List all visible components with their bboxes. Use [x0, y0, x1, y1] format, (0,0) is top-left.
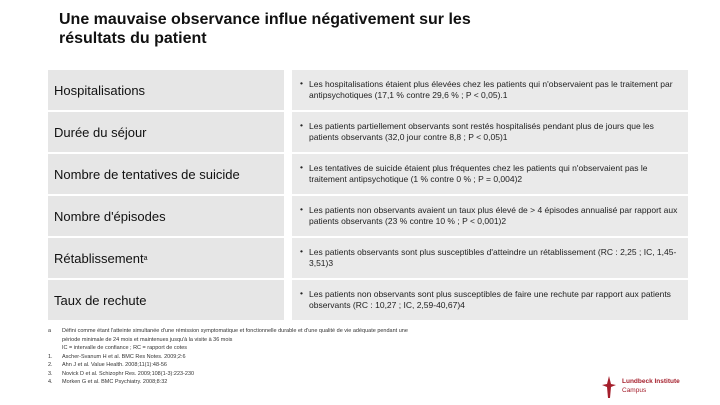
footnote-text: Défini comme étant l'atteinte simultanée d'une rémission symptomatique et fonctionnelle durable et d'une qualité de vie adéquate pendant une période minimale de 24 mois et maintenues jusqu'à la visite à 36 mois [62, 328, 408, 343]
outcome-table [48, 70, 688, 322]
outcome-label-text: Durée du séjour [54, 124, 147, 140]
slide-title: Une mauvaise observance influe négativement sur les résultats du patient [59, 11, 471, 47]
bullet: • [300, 120, 303, 130]
footnote [48, 370, 408, 379]
bullet: • [300, 246, 303, 256]
outcome-label [48, 196, 284, 236]
outcome-label-text: Taux de rechute [54, 292, 147, 308]
outcome-description [292, 70, 688, 110]
footnote-text: Novick D et al. Schizophr Res. 2009;108(1-3):223-230 [62, 370, 195, 377]
footnote-text: Morken G et al. BMC Psychiatry. 2008;8:32 [62, 379, 168, 385]
footnote [48, 327, 408, 344]
outcome-description [292, 238, 688, 278]
bullet: • [300, 204, 303, 214]
outcome-label-text: Hospitalisations [54, 82, 146, 98]
footnotes [48, 327, 408, 387]
footnote-text: Ahn J et al. Value Health. 2008;11(1):48-56 [62, 362, 167, 368]
outcome-label-text: Nombre d'épisodes [54, 208, 166, 224]
outcome-row [48, 70, 688, 110]
lundbeck-logo [602, 374, 712, 400]
logo-name: Lundbeck Institute [622, 378, 680, 385]
footnote-marker: 1. [48, 353, 53, 360]
outcome-row [48, 112, 688, 152]
footnote [48, 378, 408, 387]
outcome-label [48, 154, 284, 194]
bullet: • [300, 288, 303, 298]
outcome-description-text: Les hospitalisations étaient plus élevées chez les patients qui n'observaient pas le traitement par antipsychotiques (17,1 % contre 29,6 % ; P < 0,05).1 [308, 79, 673, 100]
outcome-description-text: Les patients observants sont plus susceptibles d'atteindre un rétablissement (RC : 2,25 ; IC, 1,45-3,51)3 [308, 247, 677, 268]
outcome-label-text: Rétablissement [54, 250, 144, 266]
outcome-description [292, 196, 688, 236]
outcome-label-text: Nombre de tentatives de suicide [54, 166, 240, 182]
footnote-text: Ascher-Svanum H et al. BMC Res Notes. 2009;2:6 [62, 353, 186, 360]
outcome-description-text: Les tentatives de suicide étaient plus fréquentes chez les patients qui n'observaient pas le traitement antipsychotique (1 % contre 0 % ; P = 0,004)2 [308, 163, 648, 184]
bullet: • [300, 78, 303, 88]
footnote-marker [48, 344, 62, 353]
footnote-marker: 3. [48, 370, 53, 377]
outcome-description [292, 280, 688, 320]
footnote [48, 361, 408, 370]
logo-subtitle: Campus [622, 387, 647, 394]
footnote-marker: 2. [48, 362, 53, 368]
outcome-label [48, 112, 284, 152]
outcome-label [48, 238, 284, 278]
outcome-row [48, 238, 688, 278]
footnote-marker: a [48, 328, 52, 334]
outcome-description [292, 112, 688, 152]
outcome-label [48, 280, 284, 320]
footnote-text: IC = intervalle de confiance ; RC = rapport de cotes [62, 345, 188, 351]
lundbeck-logo-icon [602, 376, 616, 398]
footnote [48, 344, 408, 353]
outcome-description [292, 154, 688, 194]
outcome-label [48, 70, 284, 110]
outcome-row [48, 196, 688, 236]
footnote [48, 353, 408, 362]
bullet: • [300, 162, 303, 172]
outcome-label-superscript: a [143, 254, 148, 262]
outcome-row [48, 280, 688, 320]
footnote-marker: 4. [48, 379, 53, 385]
outcome-description-text: Les patients non observants avaient un taux plus élevé de > 4 épisodes annualisé par rapport aux patients observants (23 % contre 10 % ; P < 0,001)2 [308, 205, 678, 226]
outcome-description-text: Les patients non observants sont plus susceptibles de faire une rechute par rapport aux patients observants (RC : 10,27 ; IC, 2,59-40,67)4 [308, 289, 671, 310]
outcome-description-text: Les patients partiellement observants sont restés hospitalisés pendant plus de jours que les patients observants (32,0 jour contre 8,8 ; P < 0,05)1 [308, 121, 654, 142]
outcome-row [48, 154, 688, 194]
